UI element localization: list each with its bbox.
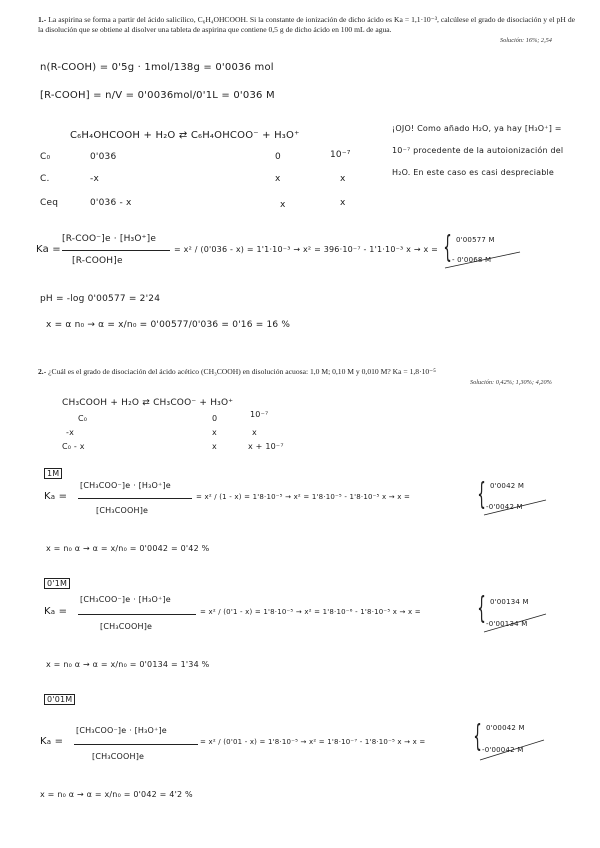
problem1-initial-h3o: 10⁻⁷ <box>330 150 351 160</box>
case1-ka-denominator: [CH₃COOH]e <box>96 506 149 515</box>
problem1-number: 1.- <box>38 15 47 24</box>
case2-ka-rest: = x² / (0'1 - x) = 1'8·10⁻⁵ → x² = 1'8·10⁻⁶ - 1'8·10⁻⁵ x → x = <box>200 608 421 616</box>
problem1-row-label-initial: C₀ <box>40 152 51 162</box>
problem1-roots-brace: { <box>443 230 452 265</box>
problem1-root-negative: - 0'0068 M <box>452 256 492 264</box>
case3-ka-denominator: [CH₃COOH]e <box>92 752 145 761</box>
problem1-change-h3o: x <box>340 174 346 184</box>
problem1-text: La aspirina se forma a partir del ácido salicílico, C₆H₄OHCOOH. Si la constante de ionización de dicho ácido es Ka = 1,1·10⁻³, calcúlese el grado de disociación y el pH de la disolución que se obtiene al disolver una tableta de aspirina que contiene 0,5 g de dicho ácido en 100 mL de agua. <box>38 15 575 34</box>
case3-ka-rest: = x² / (0'01 - x) = 1'8·10⁻⁵ → x² = 1'8·10⁻⁷ - 1'8·10⁻⁵ x → x = <box>200 738 426 746</box>
case3-roots-brace: { <box>473 719 482 754</box>
problem1-solution: Solución: 16%; 2,54 <box>500 37 552 44</box>
problem1-concentration-line: [R-COOH] = n/V = 0'0036mol/0'1L = 0'036 M <box>40 90 275 101</box>
problem1-eq-h3o: x <box>340 198 346 208</box>
problem1-ojo-note: ¡OJO! Como añado H₂O, ya hay [H₃O⁺] = 10⁻⁷ procedente de la autoionización del H₂O. En este caso es casi despreciable <box>392 124 564 177</box>
case2-ka-denominator: [CH₃COOH]e <box>100 622 153 631</box>
problem2-text: ¿Cuál es el grado de disociación del ácido acético (CH₃COOH) en disolución acuosa: 1,0 M; 0,10 M y 0,010 M? Ka = 1,8·10⁻⁵ <box>48 367 436 376</box>
problem1-row-label-change: C. <box>40 174 50 184</box>
case3-ka-label: Ka = <box>40 736 64 747</box>
case2-ka-numerator: [CH₃COO⁻]e · [H₃O⁺]e <box>80 595 171 604</box>
case1-roots-brace: { <box>477 477 486 512</box>
problem1-eq-acid: 0'036 - x <box>90 198 132 208</box>
problem2-eq-anion: x <box>212 442 217 451</box>
problem1-ka-numerator: [R-COO⁻]e · [H₃O⁺]e <box>62 234 157 244</box>
case1-ka-numerator: [CH₃COO⁻]e · [H₃O⁺]e <box>80 481 171 490</box>
problem1-ka-rest: = x² / (0'036 - x) = 1'1·10⁻³ → x² = 396·10⁻⁷ - 1'1·10⁻³ x → x = <box>174 245 439 254</box>
case3-root-positive: 0'00042 M <box>486 724 525 732</box>
problem1-ka-denominator: [R-COOH]e <box>72 256 123 266</box>
case3-root-negative: -0'00042 M <box>482 746 524 754</box>
problem1-moles-line: n(R-COOH) = 0'5g · 1mol/138g = 0'0036 mol <box>40 62 274 73</box>
problem1-alpha-line: x = α n₀ → α = x/n₀ = 0'00577/0'036 = 0'16 = 16 % <box>46 320 291 330</box>
problem1-change-anion: x <box>275 174 281 184</box>
problem2-change-acid: -x <box>66 428 75 437</box>
problem2-eq-acid: C₀ - x <box>62 442 85 451</box>
case1-ka-label: Ka = <box>44 491 68 502</box>
case1-label: 1M <box>44 468 62 479</box>
problem1-ka-label: Ka = <box>36 244 61 255</box>
case3-label: 0'01M <box>44 694 75 705</box>
case3-alpha-line: x = n₀ α → α = x/n₀ = 0'042 = 4'2 % <box>40 790 193 799</box>
problem1-root-positive: 0'00577 M <box>456 236 495 244</box>
problem1-ph-line: pH = -log 0'00577 = 2'24 <box>40 294 161 304</box>
problem2-number: 2.- <box>38 367 47 376</box>
problem1-initial-anion: 0 <box>275 152 281 162</box>
case1-root-negative: -0'0042 M <box>486 503 523 511</box>
problem1-initial-acid: 0'036 <box>90 152 117 162</box>
problem2-initial-anion: 0 <box>212 414 218 423</box>
case3-ka-numerator: [CH₃COO⁻]e · [H₃O⁺]e <box>76 726 167 735</box>
problem2-eq-h3o: x + 10⁻⁷ <box>248 442 284 451</box>
problem2-initial-h3o: 10⁻⁷ <box>250 410 269 419</box>
problem1-reaction: C₆H₄OHCOOH + H₂O ⇄ C₆H₄OHCOO⁻ + H₃O⁺ <box>70 130 300 141</box>
case1-ka-rest: = x² / (1 - x) = 1'8·10⁻⁵ → x² = 1'8·10⁻⁵ - 1'8·10⁻⁵ x → x = <box>196 493 411 501</box>
case2-alpha-line: x = n₀ α → α = x/n₀ = 0'0134 = 1'34 % <box>46 660 210 669</box>
case2-label: 0'1M <box>44 578 70 589</box>
case1-root-positive: 0'0042 M <box>490 482 525 490</box>
problem1-change-acid: -x <box>90 174 99 184</box>
problem2-change-h3o: x <box>252 428 257 437</box>
problem2-change-anion: x <box>212 428 217 437</box>
problem2-solution: Solución: 0,42%; 1,30%; 4,20% <box>470 379 552 386</box>
case2-root-negative: -0'00134 M <box>486 620 528 628</box>
problem1-eq-anion: x <box>280 200 286 210</box>
problem1-row-label-eq: Ceq <box>40 198 59 208</box>
case2-roots-brace: { <box>477 591 486 626</box>
case2-ka-label: Ka = <box>44 606 68 617</box>
case2-root-positive: 0'00134 M <box>490 598 529 606</box>
problem2-initial-acid: C₀ <box>78 414 88 423</box>
problem2-reaction: CH₃COOH + H₂O ⇄ CH₃COO⁻ + H₃O⁺ <box>62 398 234 408</box>
case1-alpha-line: x = n₀ α → α = x/n₀ = 0'0042 = 0'42 % <box>46 544 210 553</box>
